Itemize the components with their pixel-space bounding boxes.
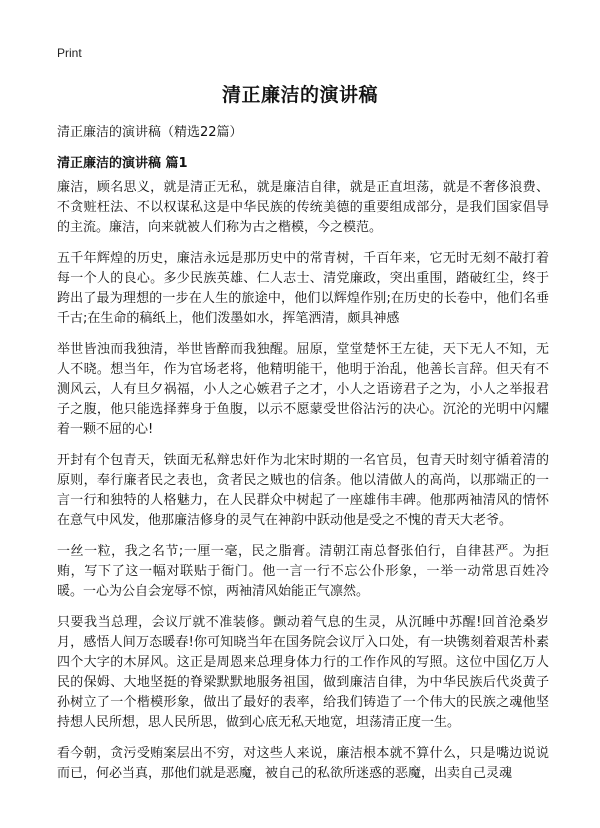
print-label: Print: [57, 46, 82, 60]
document-body: [57, 178, 549, 795]
section-heading: 清正廉洁的演讲稿 篇1: [57, 156, 188, 171]
paragraph: 廉洁，顾名思义，就是清正无私，就是廉洁自律，就是正直坦荡，就是不奢侈浪费、不贪赃枉法、不以权谋私这是中华民族的传统美德的重要组成部分，是我们国家倡导的主流。廉洁，向来就被人们称为古之楷模，今之模范。: [57, 180, 549, 235]
paragraph: 五千年辉煌的历史，廉洁永远是那历史中的常青树，千百年来，它无时无刻不敲打着每一个人的良心。多少民族英雄、仁人志士、清党廉政，突出重围，踏破红尘，终于跨出了最为理想的一步在人生的旅途中，他们以辉煌作别;在历史的长卷中，他们名垂千古;在生命的稿纸上，他们泼墨如水，挥笔洒清，颇具神感: [57, 251, 549, 326]
paragraph: 看今朝，贪污受贿案层出不穷，对这些人来说，廉洁根本就不算什么，只是嘴边说说而已，何必当真，那他们就是恶魔，被自己的私欲所迷惑的恶魔，出卖自己灵魂: [57, 746, 549, 781]
document-title: 清正廉洁的演讲稿: [221, 84, 378, 106]
paragraph: 只要我当总理，会议厅就不准装修。颤动着气息的生灵，从沉睡中苏醒!回首沧桑岁月，感悟人间万态暖春!你可知晓当年在国务院会议厅入口处，有一块镌刻着艰苦朴素四个大字的木屏风。这正是周恩来总理身体力行的工作作风的写照。这位中国亿万人民的保姆、大地坚挺的脊梁默默地服务祖国，做到廉洁自律，为中华民族后代炎黄子孙树立了一个楷模形象，做出了最好的表率，给我们铸造了一个伟大的民族之魂他坚持想人民所想，思人民所思，做到心底无私天地宽，坦荡清正度一生。: [57, 615, 549, 730]
document-subtitle: 清正廉洁的演讲稿（精选22篇）: [57, 125, 243, 140]
paragraph: 一丝一粒，我之名节;一厘一毫，民之脂膏。清朝江南总督张伯行，自律甚严。为拒贿，写下了这一幅对联贴于衙门。他一言一行不忘公仆形象，一举一动常思百姓冷暖。一心为公自会宠辱不惊，两袖清风始能正气凛然。: [57, 544, 549, 599]
paragraph: 举世皆浊而我独清，举世皆醉而我独醒。屈原，堂堂楚怀王左徒，天下无人不知，无人不晓。想当年，作为官场老将，他精明能干，他明于治乱，他善长言辞。但天有不测风云，人有旦夕祸福，小人之心嫉君子之才，小人之语谤君子之为，小人之举报君子之腹，他只能选择葬身于鱼腹，以示不愿蒙受世俗沾污的决心。沉沦的光明中闪耀着一颗不屈的心!: [57, 342, 549, 437]
paragraph: 开封有个包青天，铁面无私辩忠奸作为北宋时期的一名官员，包青天时刻守循着清的原则，奉行廉者民之表也，贪者民之贼也的信条。他以清做人的高尚，以那端正的一言一行和独特的人格魅力，在人民群众中树起了一座雄伟丰碑。他那两袖清风的情怀在意气中风发，他那廉洁修身的灵气在神韵中跃动他是受之不愧的青天大老爷。: [57, 453, 549, 528]
